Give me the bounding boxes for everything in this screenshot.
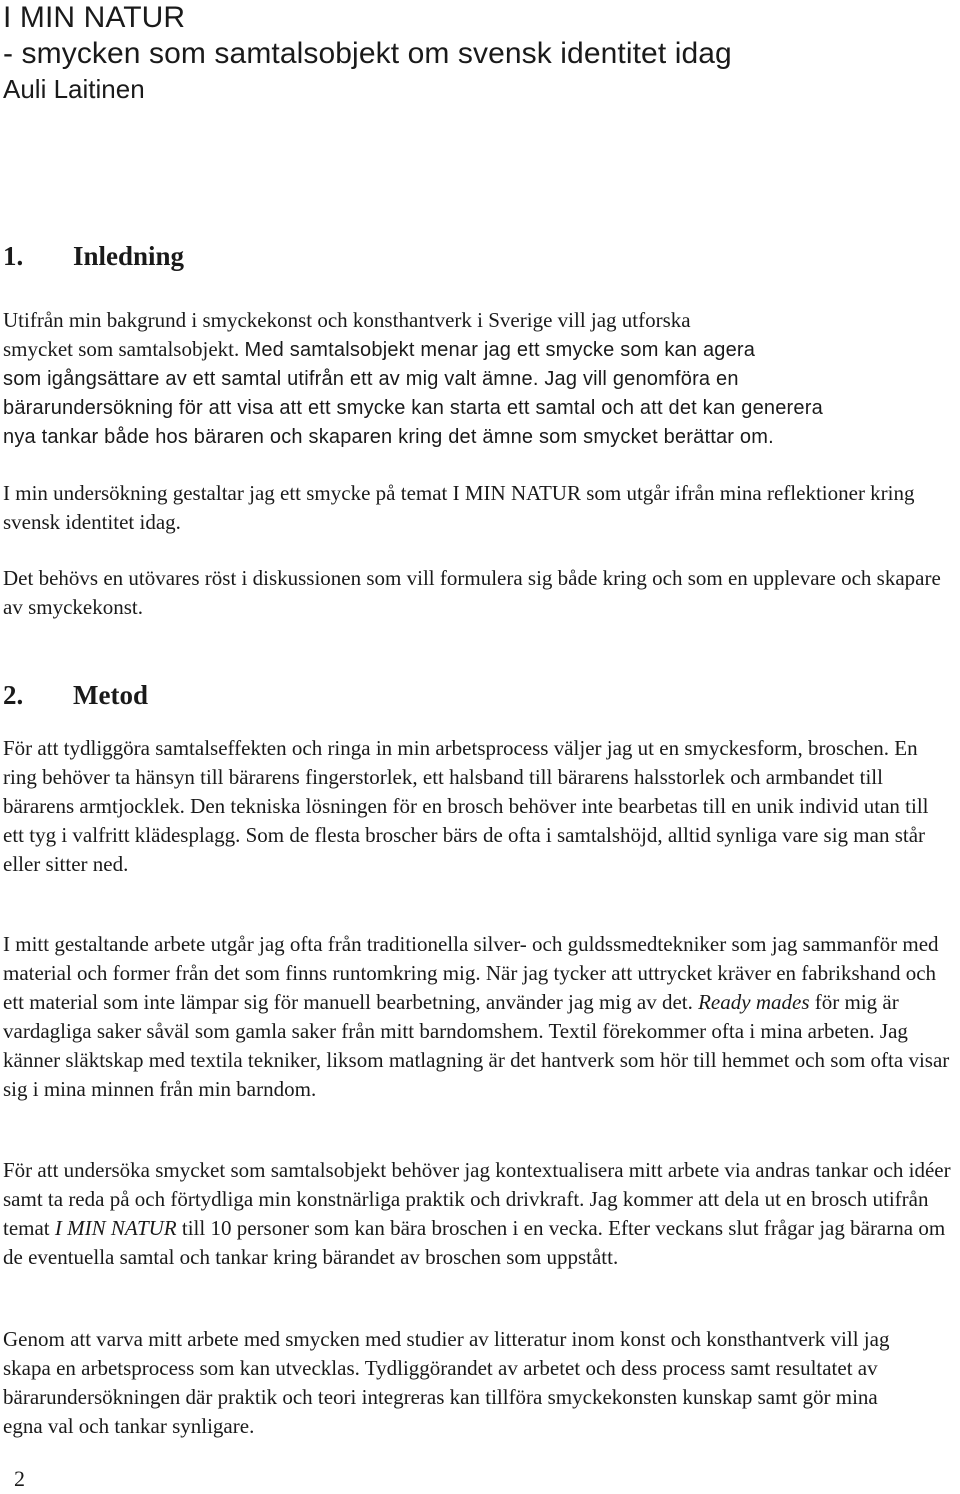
paragraph-text: Jag vill genomföra en [544, 368, 739, 390]
italic-term: Ready mades [698, 990, 810, 1014]
section-title: Metod [73, 680, 148, 710]
paragraph-text: I mitt gestaltande arbete utgår jag ofta från traditionella silver- och guldssmedtekniker som jag sammanför med material och former från det som finns runtomkring mig. När jag tycker att uttrycket kräver en fabrikshand och ett material som inte lämpar sig för manuell bearbetning, använder jag mig av det. [3, 932, 939, 1014]
paragraph-voice: Det behövs en utövares röst i diskussionen som vill formulera sig både kring och som en upplevare och skapare av smyckekonst. [3, 566, 941, 619]
paragraph-text: smycket som samtalsobjekt. [3, 337, 245, 361]
document-subtitle: - smycken som samtalsobjekt om svensk identitet idag [3, 37, 732, 70]
page-number: 2 [14, 1466, 25, 1491]
section-heading-inledning [3, 240, 184, 272]
paragraph-text: som igångsättare av ett samtal utifrån ett av mig valt ämne. [3, 368, 545, 390]
paragraph-brooch-form: För att tydliggöra samtalseffekten och ringa in min arbetsprocess väljer jag ut en smyckesform, broschen. En ring behöver ta hänsyn till bärarens fingerstorlek, ett halsband till bärarens halsstorlek och armbandet till bärarens armtjocklek. Den tekniska lösningen för en brosch behöver inte bearbetas till en unik individ utan till ett tyg i valfritt klädesplagg. Som de flesta broscher bärs de ofta i samtalshöjd, alltid synliga vare sig man står eller sitter ned. [3, 736, 929, 876]
paragraph-text: Med samtalsobjekt menar jag ett smycke som kan agera [244, 339, 756, 361]
paragraph-contextualize [3, 1156, 958, 1272]
paragraph-line: Utifrån min bakgrund i smyckekonst och konsthantverk i Sverige vill jag utforska [3, 308, 691, 332]
paragraph-text: För att undersöka smycket som samtalsobjekt behöver jag kontextualisera mitt arbete via andras tankar och idéer samt ta reda på och förtydliga min konstnärliga praktik och drivkraft. Jag kommer att dela ut en brosch utifrån temat [3, 1158, 951, 1240]
paragraph-line: nya tankar både hos bäraren och skaparen kring det ämne som smycket berättar om. [3, 426, 774, 448]
paragraph-line: bärarundersökning för att visa att ett smycke kan starta ett samtal och att det kan generera [3, 397, 823, 419]
italic-term: I MIN NATUR [54, 1216, 177, 1240]
section-title: Inledning [73, 241, 185, 271]
document-author: Auli Laitinen [3, 74, 145, 104]
section-number: 2. [3, 680, 24, 710]
paragraph-line [3, 365, 958, 394]
document-title: I MIN NATUR [3, 1, 186, 34]
document-header [3, 0, 953, 106]
paragraph-techniques [3, 930, 958, 1104]
paragraph-text: för mig är vardagliga saker såväl som gamla saker från mitt barndomshem. Textil förekommer ofta i mina arbeten. Jag känner släktskap med textila tekniker, liksom matlagning är det hantverk som hör till hemmet och som ofta visar sig i mina minnen från min barndom. [3, 990, 950, 1101]
section-heading-metod [3, 679, 148, 711]
paragraph-line [3, 335, 958, 365]
paragraph-intro [3, 306, 958, 452]
paragraph-process: Genom att varva mitt arbete med smycken med studier av litteratur inom konst och konsthantverk vill jag skapa en arbetsprocess som kan utvecklas. Tydliggörandet av arbetet och dess process samt resultatet av bärarundersökningen där praktik och teori integreras kan tillföra smyckekonsten kunskap samt gör mina egna val och tankar synligare. [3, 1327, 890, 1438]
paragraph-identity: I min undersökning gestaltar jag ett smycke på temat I MIN NATUR som utgår ifrån mina reflektioner kring svensk identitet idag. [3, 481, 915, 534]
section-number: 1. [3, 241, 24, 271]
paragraph-text: till 10 personer som kan bära broschen i en vecka. Efter veckans slut frågar jag bärarna om de eventuella samtal och tankar kring bärandet av broschen som uppstått. [3, 1216, 946, 1269]
